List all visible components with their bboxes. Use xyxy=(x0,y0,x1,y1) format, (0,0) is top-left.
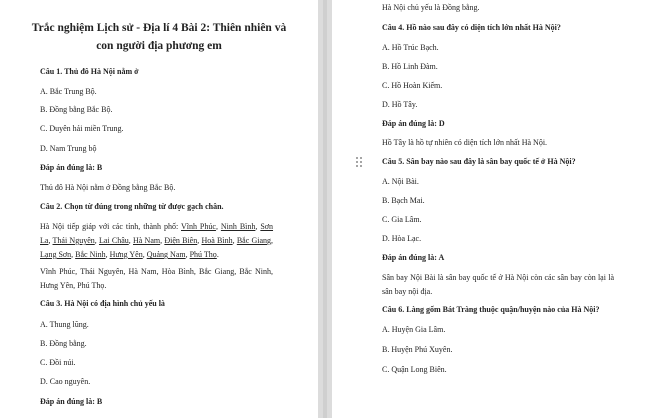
page-divider xyxy=(323,0,327,418)
q6-option-a: A. Huyện Gia Lâm. xyxy=(382,325,446,334)
province-hung-yen: Hưng Yên xyxy=(109,250,143,259)
q3-explanation: Hà Nội chủ yếu là Đồng bằng. xyxy=(382,3,480,12)
province-lang-son: Lạng Sơn xyxy=(40,250,72,259)
province-ha-nam: Hà Nam xyxy=(133,236,161,245)
q2-intro: Hà Nội tiếp giáp với các tỉnh, thành phố: xyxy=(40,222,179,231)
q1-explanation: Thủ đô Hà Nội nằm ở Đồng bằng Bắc Bộ. xyxy=(40,183,176,192)
province-quang-nam: Quảng Nam xyxy=(146,250,186,259)
province-dien-bien: Điện Biên xyxy=(164,236,198,245)
q5-option-c: C. Gia Lâm. xyxy=(382,215,422,224)
document-page-left xyxy=(0,0,318,418)
q5-question: Câu 5. Sân bay nào sau đây là sân bay quốc tế ở Hà Nội? xyxy=(382,157,576,166)
q3-question: Câu 3. Hà Nội có địa hình chủ yếu là xyxy=(40,299,165,308)
province-hoa-binh: Hoà Bình xyxy=(201,236,233,245)
document-title-line1: Trắc nghiệm Lịch sử - Địa lí 4 Bài 2: Thiên nhiên và xyxy=(31,22,287,34)
q2-question: Câu 2. Chọn từ đúng trong những từ được gạch chân. xyxy=(40,202,224,211)
q4-option-a: A. Hồ Trúc Bạch. xyxy=(382,43,439,52)
q4-option-c: C. Hồ Hoàn Kiếm. xyxy=(382,81,443,90)
q5-explanation: Sân bay Nội Bài là sân bay quốc tế ở Hà Nội còn các sân bay còn lại là sân bay nội địa. xyxy=(382,273,614,296)
q5-option-d: D. Hòa Lạc. xyxy=(382,234,422,243)
document-page-right xyxy=(332,0,650,418)
province-vinh-phuc: Vĩnh Phúc xyxy=(180,222,216,231)
q4-option-d: D. Hồ Tây. xyxy=(382,100,418,109)
q6-option-c: C. Quận Long Biên. xyxy=(382,365,447,374)
document-title-line2: con người địa phương em xyxy=(96,40,222,52)
q3-option-c: C. Đồi núi. xyxy=(40,358,76,367)
q4-explanation: Hồ Tây là hồ tự nhiên có diện tích lớn nhất Hà Nội. xyxy=(382,138,548,147)
q4-option-b: B. Hồ Linh Đàm. xyxy=(382,62,438,71)
paragraph-drag-handle-icon[interactable] xyxy=(356,157,364,169)
q1-option-b: B. Đồng bằng Bắc Bộ. xyxy=(40,105,113,114)
q3-option-b: B. Đồng bằng. xyxy=(40,339,87,348)
q1-option-d: D. Nam Trung bộ xyxy=(40,144,97,153)
q3-option-a: A. Thung lũng. xyxy=(40,320,89,329)
q5-option-a: A. Nội Bài. xyxy=(382,177,419,186)
q2-answer-text: Vĩnh Phúc, Thái Nguyên, Hà Nam, Hòa Bình, Bắc Giang, Bắc Ninh, Hưng Yên, Phú Thọ. xyxy=(40,267,273,290)
province-son-la: Sơn La xyxy=(40,222,274,245)
province-ninh-binh: Ninh Bình xyxy=(220,222,256,231)
q5-option-b: B. Bạch Mai. xyxy=(382,196,425,205)
q3-option-d: D. Cao nguyên. xyxy=(40,377,91,386)
q5-answer: Đáp án đúng là: A xyxy=(382,253,445,262)
q1-option-a: A. Bắc Trung Bộ. xyxy=(40,87,97,96)
q3-answer: Đáp án đúng là: B xyxy=(40,397,103,406)
province-phu-tho: Phú Thọ xyxy=(189,250,217,259)
q1-option-c: C. Duyên hải miền Trung. xyxy=(40,124,124,133)
province-bac-giang: Bắc Giang xyxy=(236,236,272,245)
q4-answer: Đáp án đúng là: D xyxy=(382,119,445,128)
province-bac-ninh: Bắc Ninh xyxy=(75,250,106,259)
q1-question: Câu 1. Thủ đô Hà Nội nằm ở xyxy=(40,67,139,76)
province-lai-chau: Lai Châu xyxy=(98,236,129,245)
q2-paragraph: Hà Nội tiếp giáp với các tỉnh, thành phố: Vĩnh Phúc, Ninh Bình, Sơn La, Thái Nguyên, Lai Châu, Hà Nam, Điện Biên, Hoà Bình, Bắc Giang, Lạng Sơn, Bắc Ninh, Hưng Yên, Quảng Nam, Phú Thọ. xyxy=(40,222,274,259)
q4-question: Câu 4. Hồ nào sau đây có diện tích lớn nhất Hà Nội? xyxy=(382,23,561,32)
q6-option-b: B. Huyện Phú Xuyên. xyxy=(382,345,453,354)
q6-question: Câu 6. Làng gốm Bát Tràng thuộc quận/huyện nào của Hà Nội? xyxy=(382,305,600,314)
province-thai-nguyen: Thái Nguyên xyxy=(52,236,95,245)
q1-answer: Đáp án đúng là: B xyxy=(40,163,103,172)
